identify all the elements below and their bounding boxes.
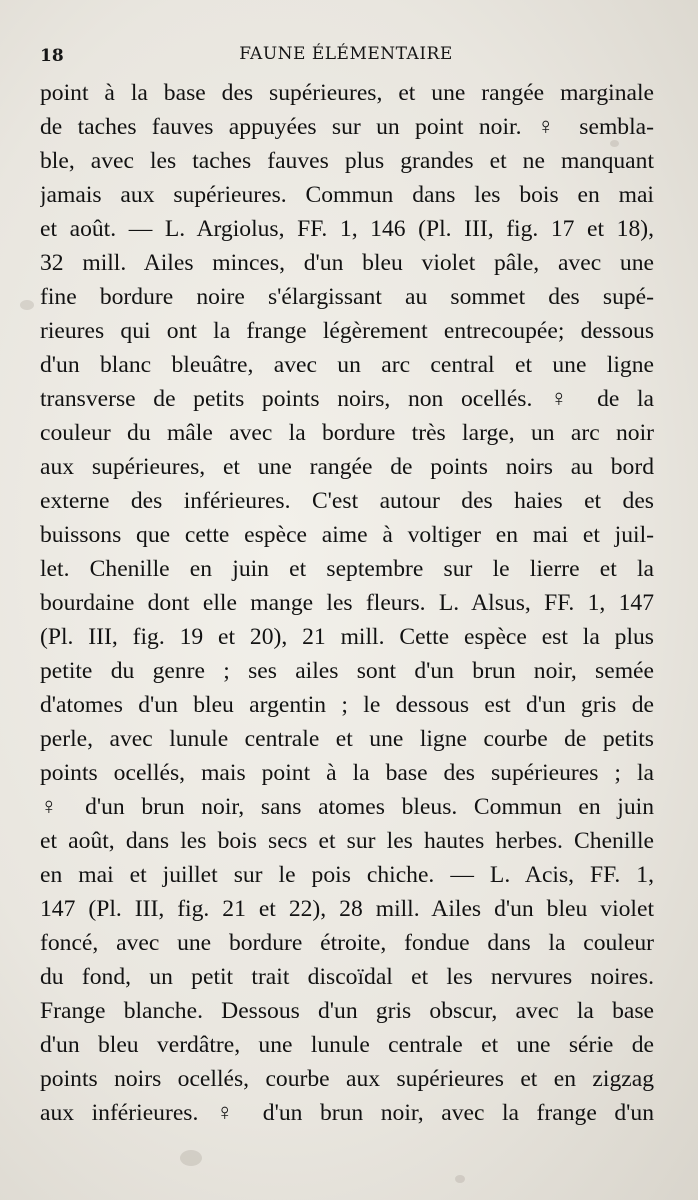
text-line: rieures qui ont la frange légèrement entrecoupée; dessous (40, 318, 654, 344)
text-line: buissons que cette espèce aime à voltiger en mai et juil- (40, 522, 654, 548)
paper-stain (455, 1175, 465, 1183)
text-line: du fond, un petit trait discoïdal et les nervures noires. (40, 964, 654, 990)
text-line: ble, avec les taches fauves plus grandes et ne manquant (40, 148, 654, 174)
text-line: couleur du mâle avec la bordure très large, un arc noir (40, 420, 654, 446)
page-header (40, 42, 652, 72)
text-line: et août, dans les bois secs et sur les hautes herbes. Chenille (40, 828, 654, 854)
text-line: points noirs ocellés, courbe aux supérieures et en zigzag (40, 1066, 654, 1092)
text-line: jamais aux supérieures. Commun dans les bois en mai (40, 182, 654, 208)
text-line: d'atomes d'un bleu argentin ; le dessous est d'un gris de (40, 692, 654, 718)
text-line: en mai et juillet sur le pois chiche. — L. Acis, FF. 1, (40, 862, 654, 888)
text-line: perle, avec lunule centrale et une ligne courbe de petits (40, 726, 654, 752)
text-line: Frange blanche. Dessous d'un gris obscur, avec la base (40, 998, 654, 1024)
text-line: aux inférieures. ♀ d'un brun noir, avec la frange d'un (40, 1100, 654, 1126)
text-line: transverse de petits points noirs, non ocellés. ♀ de la (40, 386, 654, 412)
text-line: fine bordure noire s'élargissant au sommet des supé- (40, 284, 654, 310)
text-line: (Pl. III, fig. 19 et 20), 21 mill. Cette espèce est la plus (40, 624, 654, 650)
text-line: d'un bleu verdâtre, une lunule centrale et une série de (40, 1032, 654, 1058)
text-line: foncé, avec une bordure étroite, fondue dans la couleur (40, 930, 654, 956)
text-line: points ocellés, mais point à la base des supérieures ; la (40, 760, 654, 786)
text-line: 147 (Pl. III, fig. 21 et 22), 28 mill. Ailes d'un bleu violet (40, 896, 654, 922)
text-line: let. Chenille en juin et septembre sur le lierre et la (40, 556, 654, 582)
text-line: petite du genre ; ses ailes sont d'un brun noir, semée (40, 658, 654, 684)
page-number: 18 (40, 46, 64, 66)
running-title: FAUNE ÉLÉMENTAIRE (239, 44, 453, 64)
text-line: aux supérieures, et une rangée de points noirs au bord (40, 454, 654, 480)
paper-stain (180, 1150, 202, 1166)
text-line: d'un blanc bleuâtre, avec un arc central et une ligne (40, 352, 654, 378)
body-text (40, 76, 654, 1130)
text-line: et août. — L. Argiolus, FF. 1, 146 (Pl. III, fig. 17 et 18), (40, 216, 654, 242)
text-line: 32 mill. Ailes minces, d'un bleu violet pâle, avec une (40, 250, 654, 276)
text-line: bourdaine dont elle mange les fleurs. L. Alsus, FF. 1, 147 (40, 590, 654, 616)
text-line: point à la base des supérieures, et une rangée marginale (40, 80, 654, 106)
text-line: de taches fauves appuyées sur un point noir. ♀ sembla- (40, 114, 654, 140)
paper-stain (20, 300, 34, 310)
text-line: ♀ d'un brun noir, sans atomes bleus. Commun en juin (40, 794, 654, 820)
text-line: externe des inférieures. C'est autour des haies et des (40, 488, 654, 514)
